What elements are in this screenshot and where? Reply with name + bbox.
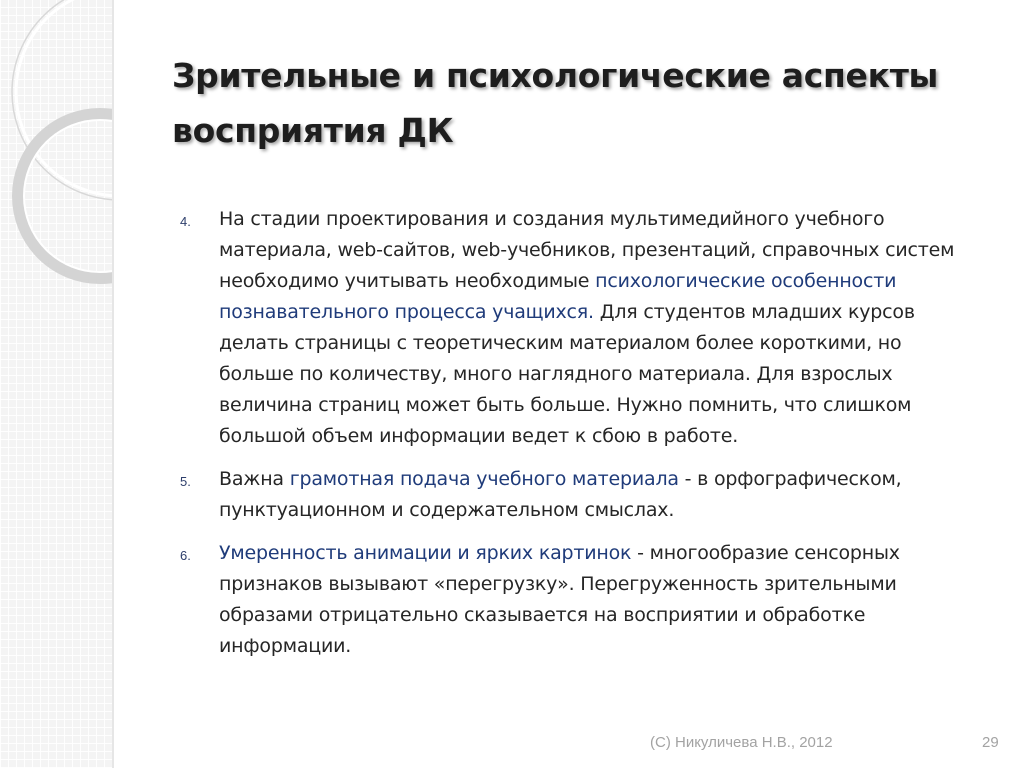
text-part: На стадии проектирования и создания мультимедийного учебного материала, web-сайтов, web-учебников, презентаций, справочных систем необходимо учитывать необходимые: [219, 208, 955, 292]
highlighted-text: Умеренность анимации и ярких картинок: [219, 542, 632, 564]
decorative-sidebar: [0, 0, 112, 768]
title-line-1: Зрительные и психологические аспекты: [172, 56, 939, 95]
list-item-number: 5.: [180, 474, 191, 489]
text-part: Для студентов младших курсов делать страницы с теоретическим материалом более короткими, но больше по количеству, много наглядного материала. Для взрослых величина страниц может быть больше. Нужно помнить, что слишком большой объем информации ведет к сбою в работе.: [219, 301, 915, 447]
title-line-2: восприятия ДК: [172, 111, 454, 150]
slide-title: [172, 48, 992, 158]
sidebar-divider: [112, 0, 114, 768]
list-item-number: 6.: [180, 548, 191, 563]
text-part: - многообразие сенсорных признаков вызывают «перегрузку». Перегруженность зрительными образами отрицательно сказывается на восприятии и обработке информации.: [219, 542, 900, 657]
circle-decoration-icon: [0, 0, 112, 768]
text-part: - в орфографическом, пунктуационном и содержательном смыслах.: [219, 468, 902, 521]
numbered-list: [180, 204, 980, 674]
list-item: [180, 204, 980, 452]
list-item-text: [219, 464, 980, 526]
list-item: [180, 464, 980, 526]
list-item-number: 4.: [180, 214, 191, 229]
page-number: 29: [982, 734, 999, 751]
list-item-text: [219, 538, 980, 662]
footer-copyright: (С) Никуличева Н.В., 2012: [650, 734, 833, 751]
text-part: Важна: [219, 468, 290, 490]
highlighted-text: грамотная подача учебного материала: [289, 468, 679, 490]
list-item-text: [219, 204, 980, 452]
highlighted-text: психологические особенности познавательного процесса учащихся.: [219, 270, 897, 323]
list-item: [180, 538, 980, 662]
